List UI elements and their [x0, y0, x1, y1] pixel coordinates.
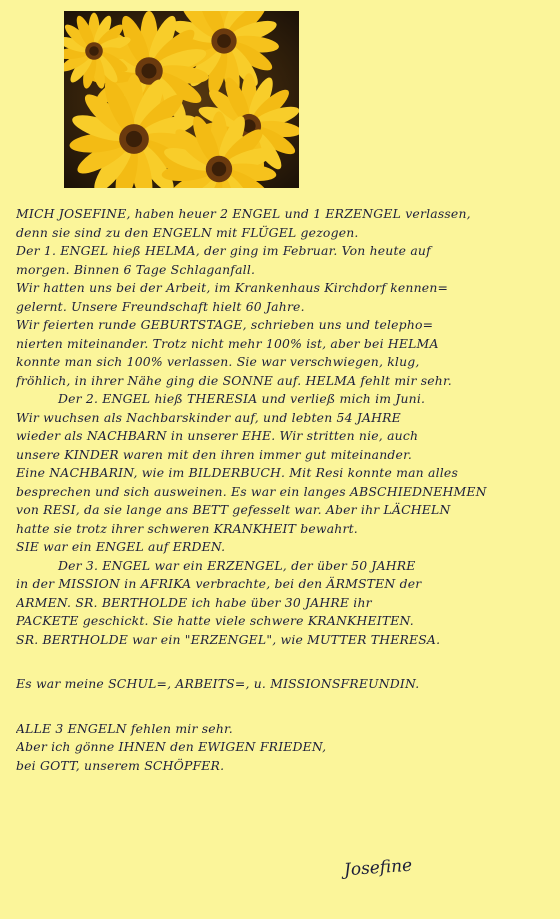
letter-line: bei GOTT, unserem SCHÖPFER.	[16, 757, 225, 773]
letter-line: von RESI, da sie lange ans BETT gefesselt war. Aber ihr LÄCHELN	[16, 502, 451, 517]
letter-line: PACKETE geschickt. Sie hatte viele schwere KRANKHEITEN.	[16, 613, 414, 628]
yellow-daisy-flowers-photo	[64, 11, 299, 188]
letter-line: fröhlich, in ihrer Nähe ging die SONNE auf. HELMA fehlt mir sehr.	[16, 372, 452, 388]
letter-line: Aber ich gönne IHNEN den EWIGEN FRIEDEN,	[16, 739, 327, 754]
paragraph-gap	[16, 649, 550, 675]
letter-line: Es war meine SCHUL=, ARBEITS=, u. MISSIONSFREUNDIN.	[16, 676, 420, 691]
paragraph-gap	[16, 694, 550, 720]
letter-line: Der 3. ENGEL war ein ERZENGEL, der über 50 JAHRE	[58, 557, 416, 573]
letter-line: gelernt. Unsere Freundschaft hielt 60 Jahre.	[16, 298, 305, 314]
letter-line: besprechen und sich ausweinen. Es war ein langes ABSCHIEDNEHMEN	[16, 483, 487, 499]
flower-photo	[64, 11, 299, 188]
letter-line: hatte sie trotz ihrer schweren KRANKHEIT bewahrt.	[16, 520, 358, 536]
letter-line: ARMEN. SR. BERTHOLDE ich habe über 30 JAHRE ihr	[16, 594, 372, 610]
letter-line: unsere KINDER waren mit den ihren immer gut miteinander.	[16, 446, 412, 462]
letter-line: SR. BERTHOLDE war ein "ERZENGEL", wie MUTTER THERESA.	[16, 631, 441, 647]
letter-line: ALLE 3 ENGELN fehlen mir sehr.	[16, 720, 233, 736]
letter-line: Wir feierten runde GEBURTSTAGE, schrieben uns und telepho=	[16, 317, 434, 332]
letter-line: MICH JOSEFINE, haben heuer 2 ENGEL und 1 ERZENGEL verlassen,	[16, 206, 471, 221]
letter-line: Wir hatten uns bei der Arbeit, im Krankenhaus Kirchdorf kennen=	[16, 280, 449, 295]
letter-text	[16, 205, 550, 775]
letter-line: Der 2. ENGEL hieß THERESIA und verließ mich im Juni.	[58, 391, 426, 406]
letter-line: nierten miteinander. Trotz nicht mehr 100% ist, aber bei HELMA	[16, 335, 439, 351]
letter-line: Der 1. ENGEL hieß HELMA, der ging im Februar. Von heute auf	[16, 243, 431, 258]
letter-line: Wir wuchsen als Nachbarskinder auf, und lebten 54 JAHRE	[16, 409, 401, 425]
letter-line: konnte man sich 100% verlassen. Sie war verschwiegen, klug,	[16, 354, 420, 369]
letter-line: wieder als NACHBARN in unserer EHE. Wir stritten nie, auch	[16, 428, 419, 443]
letter-line: morgen. Binnen 6 Tage Schlaganfall.	[16, 261, 256, 277]
letter-line: Eine NACHBARIN, wie im BILDERBUCH. Mit Resi konnte man alles	[16, 465, 459, 480]
letter-line: denn sie sind zu den ENGELN mit FLÜGEL gezogen.	[16, 224, 359, 240]
letter-line: in der MISSION in AFRIKA verbrachte, bei den ÄRMSTEN der	[16, 576, 422, 591]
letter-line: SIE war ein ENGEL auf ERDEN.	[16, 539, 226, 554]
signature: Josefine	[343, 855, 413, 881]
